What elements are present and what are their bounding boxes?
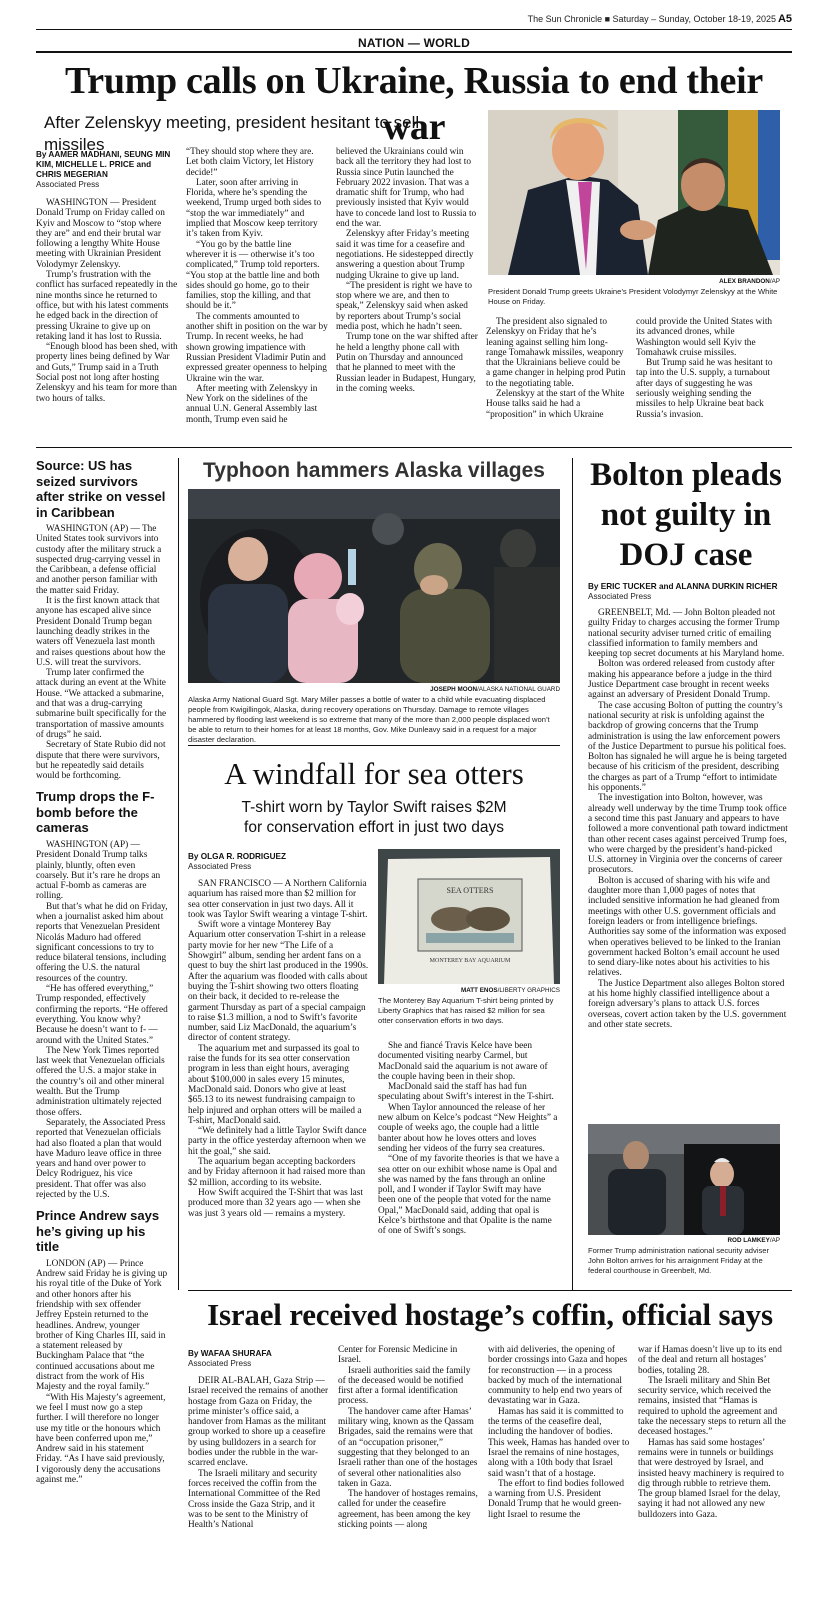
typhoon-rule [188, 745, 560, 746]
brief-paragraph: LONDON (AP) — Prince Andrew said Friday he is giving up his royal title of the Duke of York and other honors after his friendship with sex offender Jeffrey Epstein returned to the headlines. Andrew, younger brother of King Charles III, said in a statement released by Buckingham Palace that “the continued accusations about me distract from the work of His Majesty and the royal family.” [36, 1258, 168, 1393]
lead-paragraph: Zelenskyy after Friday’s meeting said it was time for a ceasefire and negotiations. He sidestepped directly answering a question about Trump nudging Ukraine to give up land. [336, 229, 474, 281]
otters-byline-name: By OLGA R. RODRIGUEZ [188, 852, 286, 861]
bolton-byline [588, 582, 788, 602]
israel-column-2 [338, 1345, 480, 1530]
bolton-paragraph: GREENBELT, Md. — John Bolton pleaded not guilty Friday to charges accusing the former Trump national security adviser turned critic of emailing classified information to family members and keeping top secret documents at his Maryland home. [588, 608, 785, 660]
otters-deck [188, 798, 560, 838]
israel-column-4 [638, 1345, 786, 1520]
typhoon-headline: Typhoon hammers Alaska villages [203, 459, 545, 482]
israel-paragraph: The handover of hostages remains, called for under the ceasefire agreement, has been among the key sticking points — along [338, 1489, 478, 1531]
lead-paragraph: Later, soon after arriving in Florida, where he’s spending the weekend, Trump urged both sides to “stop the war immediately” and implied that Moscow keep territory it’s taken from Kyiv. [186, 177, 322, 240]
lead-paragraph: WASHINGTON — President Donald Trump on Friday called on Kyiv and Moscow to “stop where they are” and end their brutal war following a lengthy White House meeting with Ukrainian President Volodymyr Zelenskyy. [36, 198, 165, 270]
typhoon-photo [188, 489, 560, 683]
page-number: A5 [777, 13, 792, 25]
lead-paragraph: could provide the United States with its advanced drones, while Washington would sell Kyiv the Tomahawk cruise missiles. [636, 317, 773, 358]
bolton-paragraph: The investigation into Bolton, however, was already well underway by the time Trump took office a second time this past January and appears to have followed a more conventional path toward indictment than other recent cases against perceived Trump foes, who were charged by the president’s hand-picked U.S. attorney in Virginia over the concerns of career prosecutors. [588, 793, 788, 876]
otters-paragraph: She and fiancé Travis Kelce have been documented visiting nearby Carmel, but MacDonald said the aquarium is not aware of the couple having been in their shop. [378, 1041, 548, 1082]
lead-paragraph: believed the Ukrainians could win back all the territory they had lost to Russia since Putin launched the February 2022 invasion. That was a dramatic shift for Trump, who had previously insisted that Kyiv would have to concede land lost to Russia to end the war. [336, 147, 477, 230]
israel-column-1 [188, 1376, 330, 1530]
bolton-paragraph: The case accusing Bolton of putting the country’s national security at risk is unfolding against the backdrop of growing concerns that the Trump administration is using the law enforcement powers of the Justice Department to pursue his political foes. Bolton has signaled he will argue he is being targeted because of his criticism of the president, describing the charges as part of a Trump “effort to intimidate his opponents.” [588, 700, 787, 794]
bolton-credit-name: ROD LAMKEY [727, 1237, 770, 1244]
brief-paragraph: WASHINGTON (AP) — President Donald Trump talks plainly, bluntly, often even coarsely. But it’s rare he drops an actual F-bomb as cameras are rolling. [36, 839, 161, 902]
israel-paragraph: The effort to find bodies followed a warning from U.S. President Donald Trump that he would green-light Israel to resume the [488, 1478, 625, 1520]
bolton-caption: Former Trump administration national security adviser John Bolton arrives for his arraignment Friday at the federal courthouse in Greenbelt, Md. [588, 1246, 770, 1275]
otters-paragraph: When Taylor announced the release of her new album on Kelce’s podcast “New Heights” a couple of weeks ago, the couple had a little banter about how he loves otters and loves sending her videos of the furry sea creatures. [378, 1102, 558, 1154]
israel-paragraph: Hamas has said some hostages’ remains were in tunnels or buildings that were destroyed by Israel, and insisted heavy machinery is required to dig through rubble to retrieve them. The group blamed Israel for the delay, saying it had not allowed any new bulldozers into Gaza. [638, 1437, 784, 1520]
typhoon-evacuation-photo [188, 489, 560, 683]
lead-byline-names: By AAMER MADHANI, SEUNG MIN KIM, MICHELLE L. PRICE and CHRIS MEGERIAN [36, 150, 171, 179]
israel-paragraph: war if Hamas doesn’t live up to its end of the deal and return all hostages’ bodies, totaling 28. [638, 1345, 782, 1376]
bolton-headline-line-3: DOJ case [619, 537, 753, 573]
brief-paragraph: But that’s what he did on Friday, when a journalist asked him about reports that Venezuelan President Nicolás Maduro had offered significant concessions to try to reduce bilateral tensions, including offering the U.S. the natural resources of the country. [36, 901, 168, 984]
typhoon-credit-name: JOSEPH MOON [430, 686, 478, 693]
briefs-column [36, 458, 168, 1493]
brief-paragraph: Trump later confirmed the attack during an event at the White House. “We attacked a submarine, and that was a drug-carrying submarine built specifically for the transportation of massive amounts of drugs” he said. [36, 668, 167, 740]
shirt-text-bottom: MONTEREY BAY AQUARIUM [429, 958, 511, 964]
brief-headline: Prince Andrew says he’s giving up his title [36, 1208, 160, 1255]
brief-paragraph: Secretary of State Rubio did not dispute that there were survivors, but he repeatedly said details would be forthcoming. [36, 740, 166, 782]
lead-photo-caption: President Donald Trump greets Ukraine’s President Volodymyr Zelenskyy at the White House on Friday. [488, 287, 778, 306]
otters-photo-credit [378, 987, 560, 994]
lead-column-5 [636, 317, 780, 420]
brief-paragraph: Separately, the Associated Press reported that Venezuelan officials had also floated a plan that would have Maduro leave office in three years and hand over power to Delcy Rodriguez, his vice president. That offer was also rejected by the U.S. [36, 1117, 166, 1201]
lead-column-4 [486, 317, 626, 420]
israel-paragraph: with aid deliveries, the opening of border crossings into Gaza and hopes for reconstruction — in a process backed by much of the international community to help end two years of devastating war in Gaza. [488, 1345, 628, 1407]
lead-deck: After Zelenskyy meeting, president hesitant to sell missiles [44, 113, 420, 154]
otters-column-1 [188, 879, 370, 1219]
trump-zelenskyy-photo [488, 110, 780, 275]
israel-paragraph: Hamas has said it is committed to the terms of the ceasefire deal, including the handover of bodies. This week, Hamas has handed over to Israel the remains of nine hostages, along with a 10th body that Israel said wasn’t that of a hostage. [488, 1406, 630, 1479]
masthead-date: The Sun Chronicle ■ Saturday – Sunday, October 18-19, 2025 [527, 14, 776, 24]
israel-paragraph: The Israeli military and security forces received the coffin from the International Committee of the Red Cross inside the Gaza Strip, and it was to be sent to the Ministry of Health’s National [188, 1468, 321, 1531]
shirt-text-top: SEA OTTERS [446, 886, 494, 895]
israel-paragraph: DEIR AL-BALAH, Gaza Strip — Israel received the remains of another hostage from Gaza on Friday, the prime minister’s office said, a handover from Hamas as the militant group worked to shore up a ceasefire by using bulldozers in a search for bodies under the rubble in the war-scarred enclave. [188, 1376, 329, 1469]
bolton-body [588, 608, 788, 1030]
section-rule [36, 51, 792, 53]
bolton-paragraph: The Justice Department also alleges Bolton stored at his home highly classified intelligence about a foreign adversary’s plans to attack U.S. forces overseas, covert action taken by the U.S. government and other state secrets. [588, 978, 787, 1030]
briefs-divider [178, 458, 179, 1290]
bolton-agency: Associated Press [588, 592, 652, 601]
brief-item [36, 789, 168, 1200]
bolton-byline-names: By ERIC TUCKER and ALANNA DURKIN RICHER [588, 582, 778, 591]
otters-paragraph: How Swift acquired the T-Shirt that was last produced more than 32 years ago — when she was just 3 years old — remains a mystery. [188, 1187, 363, 1219]
typhoon-photo-credit [188, 686, 560, 693]
bolton-photo-credit [588, 1237, 780, 1244]
bolton-headline-line-1: Bolton pleads [590, 457, 782, 493]
israel-top-rule [188, 1290, 792, 1291]
otters-agency: Associated Press [188, 862, 252, 871]
lead-paragraph: “You go by the battle line wherever it is — otherwise it’s too complicated,” Trump told reporters. “You stop at the battle line and both sides should go home, go to their families, stop the killing, and that should be it.” [186, 239, 320, 312]
brief-item [36, 458, 168, 781]
otters-paragraph: Swift wore a vintage Monterey Bay Aquarium otter conservation T-shirt in a release party movie for her new “The Life of a Showgirl” album, sending her ardent fans on a quest to buy the shirt last produced in the 1990s. After the aquarium was flooded with calls about buying the T-shirt showing two otters floating on their back, it decided to re-release the garment Thursday as part of a special campaign to raise $1.3 million, a nod to Swift’s favorite number, said Liz MacDonald, the aquarium’s director of content strategy. [188, 920, 369, 1044]
bolton-arrival-photo [588, 1124, 780, 1235]
lead-photo-credit [488, 278, 780, 285]
bolton-headline [582, 455, 790, 575]
brief-paragraph: The New York Times reported last week that Venezuelan officials offered the U.S. a major stake in the country’s oil and other mineral wealth. But the Trump administration ultimately rejected those offers. [36, 1045, 165, 1118]
lead-paragraph: The comments amounted to another shift in position on the war by Trump. In recent weeks, he had shown growing impatience with Russian President Vladimir Putin and expressed greater openness to helping Ukraine win the war. [186, 311, 328, 384]
lead-paragraph: Trump’s frustration with the conflict has surfaced repeatedly in the nine months since he returned to office, but with his latest comments he edged back in the direction of pressing Ukraine to give up on retaking land it has lost to Russia. [36, 270, 178, 342]
otters-paragraph: SAN FRANCISCO — A Northern California aquarium has raised more than $2 million for sea otter conservation in just two days. All it took was Taylor Swift wearing a vintage T-shirt. [188, 879, 368, 920]
israel-paragraph: The handover came after Hamas’ military wing, known as the Qassam Brigades, said the remains were that of an “occupation prisoner,” suggesting that they belonged to an Israeli rather than one of the hostages of several other nationalities also taken in Gaza. [338, 1406, 478, 1489]
lead-column-3 [336, 147, 478, 394]
lead-paragraph: “They should stop where they are. Let both claim Victory, let History decide!” [186, 147, 314, 178]
israel-headline: Israel received hostage’s coffin, official says [207, 1297, 773, 1332]
lead-credit-agency: /AP [769, 278, 780, 285]
otters-paragraph: The aquarium began accepting backorders and by Friday afternoon it had raised more than $2 million, according to its website. [188, 1157, 366, 1188]
lead-paragraph: After meeting with Zelenskyy in New York on the sidelines of the annual U.N. General Assembly last month, Trump even said he [186, 383, 318, 425]
otters-headline: A windfall for sea otters [224, 756, 524, 791]
brief-item [36, 1208, 168, 1485]
otters-column-2 [378, 1041, 560, 1237]
otters-caption: The Monterey Bay Aquarium T-shirt being printed by Liberty Graphics that has raised $2 million for sea otter conservation efforts in two days. [378, 996, 554, 1025]
brief-headline: Source: US has seized survivors after strike on vessel in Caribbean [36, 458, 166, 520]
lead-paragraph: “The president is right we have to stop where we are, and then to speak,” Zelenskyy said when asked by reporters about Trump’s social media post, which he hadn’t seen. [336, 280, 472, 333]
israel-paragraph: Center for Forensic Medicine in Israel. [338, 1345, 458, 1366]
israel-paragraph: The Israeli military and Shin Bet security service, which received the remains, insisted that “Hamas is required to uphold the agreement and take the necessary steps to return all the deceased hostages.” [638, 1375, 786, 1438]
otters-credit-name: MATT ENOS [460, 987, 498, 994]
typhoon-credit-agency: /ALASKA NATIONAL GUARD [477, 686, 560, 693]
otters-paragraph: “One of my favorite theories is that we have a sea otter on our exhibit whose name is Opal and she was named by the fans through an online poll, and I wonder if Taylor Swift may have been one of the people that voted for the name Opal,” MacDonald said, adding that opal is Kelce’s birthstone and that Opalite is the name of one of Swift’s songs. [378, 1154, 560, 1237]
lead-paragraph: But Trump said he was hesitant to tap into the U.S. supply, a turnabout after days of suggesting he was seriously weighing sending the missiles to help Ukraine beat back Russia’s invasion. [636, 358, 773, 420]
brief-headline: Trump drops the F-bomb before the cameras [36, 789, 155, 836]
lead-paragraph: “Enough blood has been shed, with property lines being defined by War and Guts,” Trump said in a Truth Social post not long after hosting Zelenskyy and his team for more than two hours of talks. [36, 342, 178, 404]
bolton-paragraph: Bolton was ordered released from custody after making his appearance before a judge in the third Justice Department case brought in recent weeks against an adversary of President Donald Trump. [588, 659, 775, 701]
otters-paragraph: The aquarium met and surpassed its goal to raise the funds for its sea otter conservation program in less than eight hours, averaging about $100,000 in sales every 15 minutes, MacDonald said. Donors who give at least $65.13 to its newest fundraising campaign to help injured and orphan otters will be mailed a T-shirt, MacDonald said. [188, 1043, 362, 1126]
otters-credit-agency: /LIBERTY GRAPHICS [497, 987, 560, 994]
otter-tshirt-photo [378, 849, 560, 984]
israel-agency: Associated Press [188, 1359, 252, 1368]
brief-body [36, 840, 168, 1200]
otters-paragraph: MacDonald said the staff has had fun speculating about Swift’s interest in the T-shirt. [378, 1082, 554, 1103]
typhoon-caption: Alaska Army National Guard Sgt. Mary Miller passes a bottle of water to a child while evacuating displaced people from Kwigillingok, Alaska, during recovery operations on Thursday. Damage to remote villages hammered by flooding last weekend is so extreme that many of the more than 2,000 people displaced won’t be able to return to their homes for at least 18 months, Gov. Mike Dunleavy said in a request for a major disaster declaration. [188, 695, 550, 744]
otters-paragraph: “We definitely had a little Taylor Swift dance party in the office yesterday afternoon when we hit the goal,” she said. [188, 1126, 367, 1157]
bolton-divider [572, 458, 573, 1290]
brief-body [36, 1259, 168, 1486]
israel-byline-name: By WAFAA SHURAFA [188, 1349, 272, 1358]
israel-byline [188, 1349, 330, 1369]
lead-agency: Associated Press [36, 180, 100, 189]
section-label: NATION — WORLD [358, 36, 470, 50]
brief-paragraph: It is the first known attack that anyone has escaped alive since President Donald Trump began launching deadly strikes in the waters off Venezuela last month and raises questions about how the U.S. will treat the survivors. [36, 596, 166, 668]
brief-paragraph: “With His Majesty’s agreement, we feel I must now go a step further. I will therefore no longer use my title or the honours which have been conferred upon me,” Andrew said in his statement Friday. “As I have said previously, I vigorously deny the accusations against me.” [36, 1392, 166, 1486]
otters-deck-line-1: T-shirt worn by Taylor Swift raises $2M [241, 799, 507, 816]
lead-byline [36, 150, 178, 190]
lead-headline: Trump calls on Ukraine, Russia to end their war [65, 60, 763, 148]
bolton-photo [588, 1124, 780, 1235]
bolton-paragraph: Bolton is accused of sharing with his wife and daughter more than 1,000 pages of notes that included sensitive information he had gleaned from meetings with other U.S. government officials and foreign leaders or from intelligence briefings. Authorities say some of the information was exposed when operatives believed to be linked to the Iranian government hacked Bolton’s email account he used to send diary-like notes about his activities to his relatives. [588, 875, 787, 979]
lead-column-2 [186, 147, 328, 425]
bolton-headline-line-2: not guilty in [600, 497, 772, 533]
lead-credit-name: ALEX BRANDON [719, 278, 770, 285]
masthead-rule [36, 29, 792, 30]
brief-body [36, 524, 168, 781]
lead-photo [488, 110, 780, 275]
lead-column-1 [36, 198, 178, 404]
lead-bottom-rule [36, 447, 792, 448]
otters-deck-line-2: for conservation effort in just two days [244, 819, 504, 836]
israel-paragraph: Israeli authorities said the family of the deceased would be notified first after a formal identification process. [338, 1365, 471, 1407]
otters-byline [188, 852, 370, 872]
israel-column-3 [488, 1345, 630, 1520]
lead-paragraph: Trump tone on the war shifted after he held a lengthy phone call with Putin on Thursday and announced that he planned to meet with the Russian leader in Budapest, Hungary, in the coming weeks. [336, 332, 478, 394]
bolton-credit-agency: /AP [769, 1237, 780, 1244]
otters-photo [378, 849, 560, 984]
lead-paragraph: Zelenskyy at the start of the White House talks said he had a “proposition” in which Ukraine [486, 389, 625, 420]
brief-paragraph: “He has offered everything,” Trump responded, effectively confirming the reports. “He offered everything. You know why? Because he doesn’t want to f- — around with the United States.” [36, 984, 168, 1046]
lead-paragraph: The president also signaled to Zelenskyy on Friday that he’s leaning against selling him long-range Tomahawk missiles, weaponry that the Ukrainians believe could be a game changer in helping prod Putin to the negotiating table. [486, 317, 626, 389]
brief-paragraph: WASHINGTON (AP) — The United States took survivors into custody after the military struck a suspected drug-carrying vessel in the Caribbean, a defense official and another person familiar with the matter said Friday. [36, 524, 162, 596]
